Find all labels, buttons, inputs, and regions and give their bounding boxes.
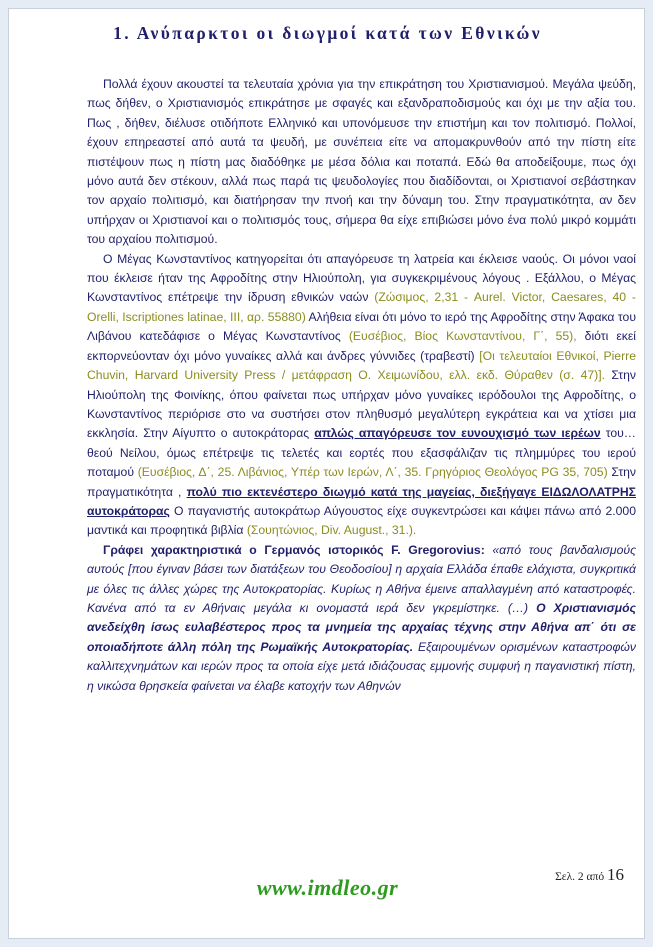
document-body <box>87 75 636 696</box>
quote-text: Εξαιρουμένων ορισμένων καταστροφών καλλιτεχνημάτων και ιερών προς τα οποία είχε μετά ιδιάζουσας εμμονής συμφυή η παγανιστική πίστη, η νικώσα θρησκεία φαίνεται να έλαβε κατοχήν των Αθηνών <box>87 639 636 693</box>
page-title: 1. Ανύπαρκτοι οι διωγμοί κατά των Εθνικών <box>113 23 542 43</box>
text-span: Στην Ηλιούπολη της Φοινίκης, όπου φαίνεται πως υπήρχαν μόνο γυναίκες ιερόδουλοι της Αφροδίτης, ο Κωνσταντίνος περιόρισε στο να συστήσει στον πληθυσμό μεγαλύτερη εγκράτεια και να χτίσει μια εκκλησία. Στην Αίγυπτο ο αυτοκράτορας <box>87 368 636 441</box>
text-span: Στην πραγματικότητα , <box>87 465 637 499</box>
quote-attribution: Γράφει χαρακτηριστικά ο Γερμανός ιστορικός F. Gregorovius: <box>103 542 485 557</box>
citation-eusebius-life: (Ευσέβιος, Βίος Κωνσταντίνου, Γ΄, 55), <box>348 329 577 344</box>
quote-text: «από τους βανδαλισμούς αυτούς [που έγιναν βάσει των διατάξεων του Θεοδοσίου] η αρχαία Ελλάδα έπαθε ελάχιστα, συγκριτικά με όλες τις άλλες χώρες της Αυτοκρατορίας. Κυρίως η Αθήνα έμεινε απαλλαγμένη από καταστροφές. Κανένα από τα εν Αθήναις μεγάλα κι ονομαστά ιερά δεν γκρεμίστηκε. (…) <box>87 542 636 615</box>
text-span: διότι εκεί εκπορνεύονταν όχι μόνο γυναίκες αλλά και άνδρες γύννιδες (τραβεστί) <box>87 329 636 363</box>
document-page <box>8 8 645 939</box>
quote-emphasis: Ο Χριστιανισμός ανεδείχθη ίσως ευλαβέστερος προς τα μνημεία της αρχαίας τέχνης στην Αθήνα απ΄ ότι σε οποιαδήποτε άλλη πόλη της Ρωμαϊκής Αυτοκρατορίας. <box>87 600 637 654</box>
page-number-prefix: Σελ. 2 από <box>555 871 605 883</box>
citation-chuvin: [Οι τελευταίοι Εθνικοί, Pierre Chuvin, Harvard University Press / μετάφραση Ο. Χειμωνίδου, ελλ. εκδ. Θύραθεν (σ. 47)]. <box>87 348 636 383</box>
citation-eusebius-libanius: (Ευσέβιος, Δ΄, 25. Λιβάνιος, Υπέρ των Ιερών, Λ΄, 35. Γρηγόριος Θεολόγος PG 35, 705) <box>137 465 608 480</box>
emphasis-eunuch-ban: απλώς απαγόρευσε τον ευνουχισμό των ιερέων <box>314 426 601 441</box>
paragraph-gregorovius <box>87 541 636 696</box>
page-number-total: 16 <box>607 865 624 884</box>
citation-zosimos: (Ζώσιμος, 2,31 - Aurel. Victor, Caesares, 40 - Orelli, Iscriptiones latinae, III, αρ. 55880) <box>87 290 636 324</box>
paragraph-intro: Πολλά έχουν ακουστεί τα τελευταία χρόνια για την επικράτηση του Χριστιανισμού. Μεγάλα ψεύδη, πως δήθεν, ο Χριστιανισμός επικράτησε με σφαγές και εξανδραποδισμούς και όχι με την αξία του. Πως , δήθεν, διέλυσε οτιδήποτε Ελληνικό και υπονόμευσε την επιστήμη και τον πολιτισμό. Πολλοί, έχουν επηρεαστεί από αυτά τα ψευδή, με συνέπεια είτε να απομακρυνθούν από την πίστη είτε πιστέψουν πως η πίστη μας διαδόθηκε με μέσα δόλια και ποταπά. Εδώ θα αποδείξουμε, πως όχι μόνο αυτά δεν στέκουν, αλλά πως παρά τις ψευδολογίες που διαδίδονται, οι Χριστιανοί σεβάστηκαν τον αρχαίο πολιτισμό, και διατήρησαν την πνοή και την δύναμη του. Στην πραγματικότητα, αν δεν υπήρχαν οι Χριστιανοί και ο πολιτισμός τους, σήμερα θα είχε επιβιώσει μόνο ένα πολύ μικρό κομμάτι του αρχαίου πολιτισμού. <box>87 77 636 247</box>
text-span: του… θεού Νείλου, όμως επέτρεψε τις τελετές και εορτές που εξασφάλιζαν τις πλημμύρες του ιερού ποταμού <box>87 426 636 480</box>
citation-suetonius: (Σουητώνιος, Div. August., 31.). <box>246 523 417 538</box>
text-span: Αλήθεια είναι ότι μόνο το ιερό της Αφροδίτης στην Άφακα του Λιβάνου κατεδάφισε ο Μέγας Κωνσταντίνος <box>87 309 636 344</box>
paragraph-constantine <box>87 250 636 541</box>
text-span: Ο Μέγας Κωνσταντίνος κατηγορείται ότι απαγόρευσε τη λατρεία και έκλεισε ναούς. Οι μόνοι ναοί που έκλεισε ήταν της Αφροδίτης στην Ηλιούπολη, για συγκεκριμένους λόγους . Εξάλλου, ο Μέγας Κωνσταντίνος επέτρεψε την ίδρυση εθνικών ναών <box>87 251 636 305</box>
footer-website-link[interactable]: www.imdleo.gr <box>256 875 399 900</box>
text-span: Ο παγανιστής αυτοκράτωρ Αύγουστος είχε συγκεντρώσει και κάψει πάνω από 2.000 μαντικά και προφητικά βιβλία <box>87 503 636 538</box>
emphasis-magic-persecution: πολύ πιο εκτενέστερο διωγμό κατά της μαγείας, διεξήγαγε ΕΙΔΩΛΟΛΑΤΡΗΣ αυτοκράτορας <box>87 484 636 518</box>
